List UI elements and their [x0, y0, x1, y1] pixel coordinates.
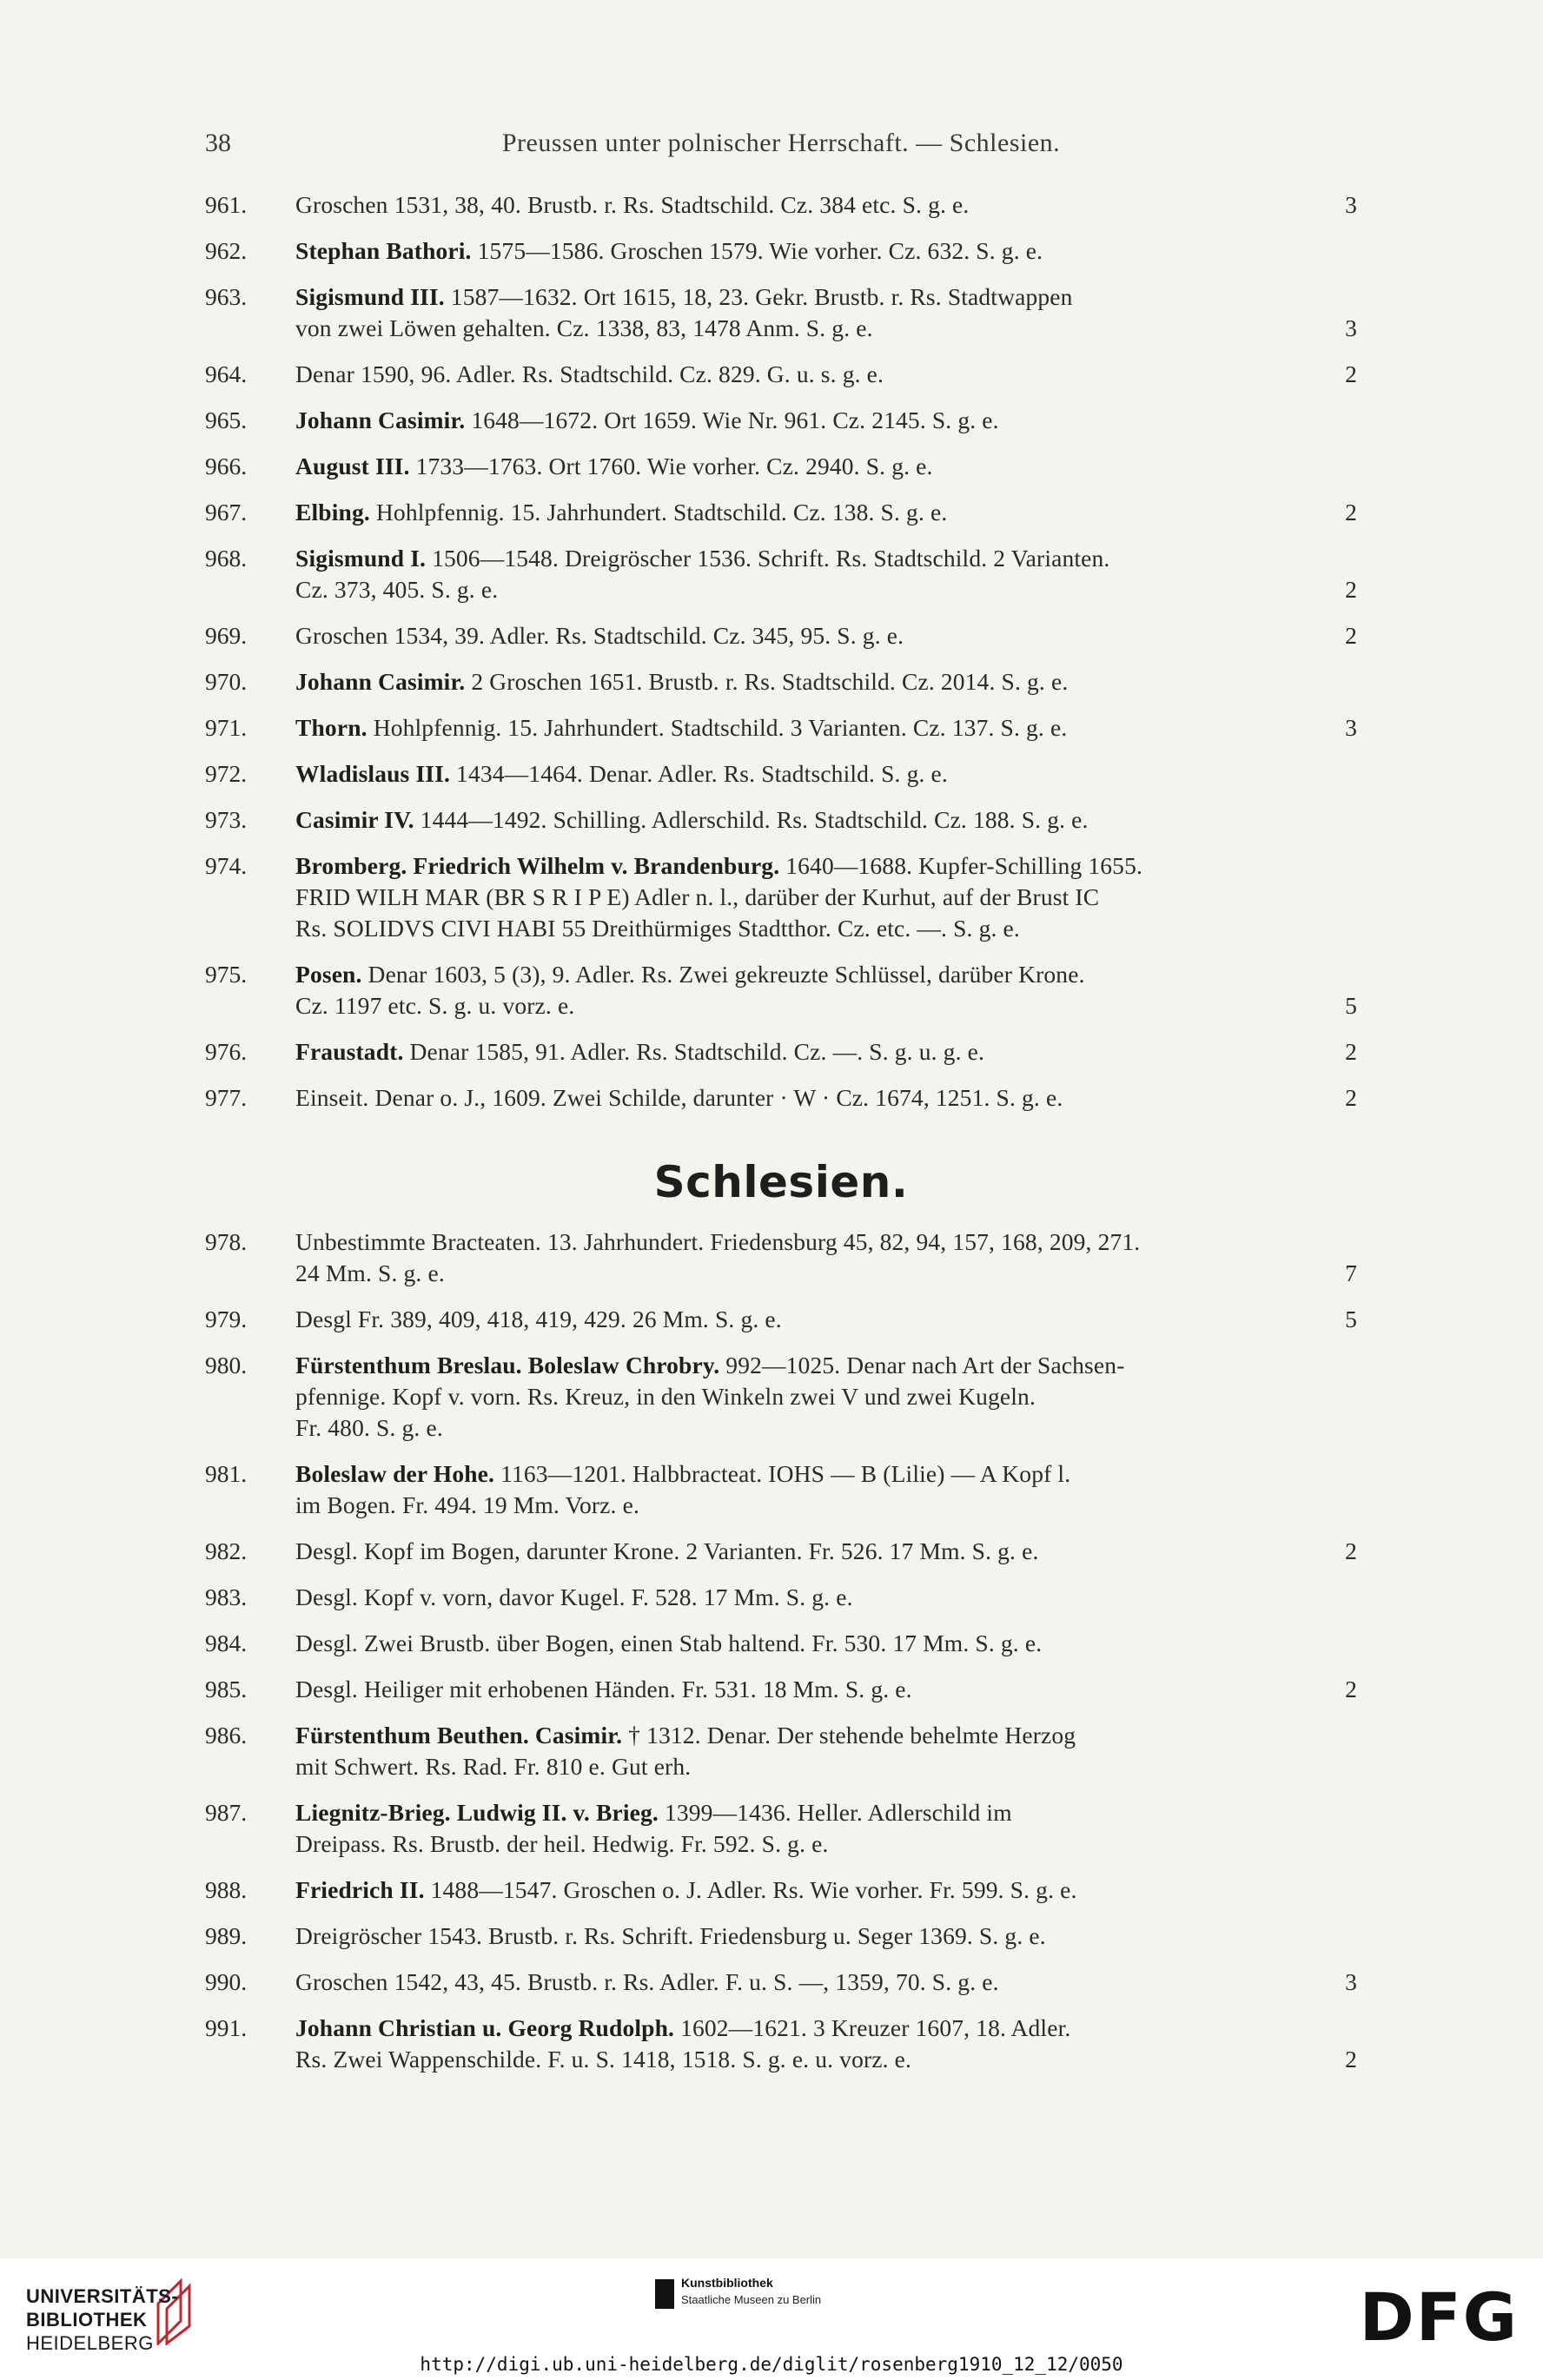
entry-line [295, 913, 1357, 944]
entry-text: Unbestimmte Bracteaten. 13. Jahrhundert. Friedensburg 45, 82, 94, 157, 168, 209, 271. [295, 1228, 1141, 1255]
library-line-1: UNIVERSITÄTS- [26, 2285, 179, 2307]
museum-logo-icon [655, 2279, 674, 2309]
university-library-name [26, 2284, 178, 2355]
entry-line [295, 1720, 1357, 1751]
catalogue-entry [205, 235, 1357, 267]
entry-heading: Johann Christian u. Georg Rudolph. [295, 2014, 675, 2041]
entry-value: 2 [1345, 1676, 1357, 1702]
entry-line [295, 1921, 1357, 1952]
entry-line [295, 1458, 1357, 1490]
catalogue-entry [205, 666, 1357, 697]
catalogue-entry [205, 1536, 1357, 1567]
entry-value: 2 [1345, 360, 1357, 387]
entry-line [295, 1226, 1357, 1258]
permalink[interactable]: http://digi.ub.uni-heidelberg.de/diglit/rosenberg1910_12_12/0050 [420, 2354, 1123, 2375]
entry-number: 976. [205, 1038, 248, 1065]
entry-text: 1506—1548. Dreigröscher 1536. Schrift. Rs. Stadtschild. 2 Varianten. [426, 545, 1110, 572]
entry-line [295, 1874, 1357, 1906]
entry-heading: Elbing. [295, 499, 370, 526]
footer-bar [0, 2258, 1543, 2380]
museum-subtitle: Staatliche Museen zu Berlin [681, 2293, 822, 2306]
entry-text: Fr. 480. S. g. e. [295, 1414, 443, 1441]
museum-title: Kunstbibliothek [681, 2276, 773, 2290]
entry-value: 2 [1345, 1038, 1357, 1065]
entry-number: 961. [205, 191, 248, 218]
entry-number: 973. [205, 806, 248, 833]
entry-text: Groschen 1531, 38, 40. Brustb. r. Rs. Stadtschild. Cz. 384 etc. S. g. e. [295, 191, 970, 218]
entry-text: 992—1025. Denar nach Art der Sachsen- [719, 1352, 1125, 1378]
catalogue-entry [205, 1082, 1357, 1114]
entry-text: 1587—1632. Ort 1615, 18, 23. Gekr. Brustb. r. Rs. Stadtwappen [444, 283, 1073, 310]
entry-heading: Fürstenthum Beuthen. Casimir. [295, 1722, 623, 1749]
entry-line [295, 1967, 1357, 1998]
entry-value: 3 [1345, 191, 1357, 218]
entry-value: 2 [1345, 1084, 1357, 1111]
entry-heading: Liegnitz-Brieg. Ludwig II. v. Brieg. [295, 1799, 659, 1826]
entry-text: Groschen 1534, 39. Adler. Rs. Stadtschild. Cz. 345, 95. S. g. e. [295, 622, 904, 649]
entry-text: 2 Groschen 1651. Brustb. r. Rs. Stadtschild. Cz. 2014. S. g. e. [465, 668, 1069, 695]
entry-number: 983. [205, 1583, 248, 1610]
entry-line [295, 281, 1357, 313]
entry-text: † 1312. Denar. Der stehende behelmte Herzog [622, 1722, 1076, 1749]
entry-line [295, 1082, 1357, 1114]
entry-line [295, 804, 1357, 836]
entry-number: 964. [205, 360, 248, 387]
entry-value: 2 [1345, 622, 1357, 649]
entry-heading: August III. [295, 453, 410, 479]
entry-number: 987. [205, 1799, 248, 1826]
catalogue-entry [205, 712, 1357, 744]
entry-line [295, 1797, 1357, 1828]
catalogue-entry [205, 1628, 1357, 1659]
library-line-3: HEIDELBERG [26, 2332, 154, 2354]
entry-line [295, 850, 1357, 882]
section-title: Schlesien. [653, 1157, 909, 1207]
entry-number: 986. [205, 1722, 248, 1749]
catalogue-entry [205, 1874, 1357, 1906]
entry-line [295, 758, 1357, 790]
entry-text: im Bogen. Fr. 494. 19 Mm. Vorz. e. [295, 1491, 639, 1518]
entry-value: 2 [1345, 576, 1357, 603]
entry-line [295, 712, 1357, 744]
entry-line [295, 1628, 1357, 1659]
catalogue-entry [205, 1797, 1357, 1860]
entry-line [295, 497, 1357, 528]
entry-line [295, 1674, 1357, 1705]
catalogue-entries [205, 189, 1357, 2090]
entry-text: Cz. 373, 405. S. g. e. [295, 576, 499, 603]
entry-text: Denar 1603, 5 (3), 9. Adler. Rs. Zwei gekreuzte Schlüssel, darüber Krone. [361, 961, 1085, 988]
entry-number: 985. [205, 1676, 248, 1702]
entry-text: pfennige. Kopf v. vorn. Rs. Kreuz, in den Winkeln zwei V und zwei Kugeln. [295, 1383, 1036, 1410]
entry-text: Denar 1590, 96. Adler. Rs. Stadtschild. Cz. 829. G. u. s. g. e. [295, 360, 884, 387]
entry-value: 3 [1345, 1968, 1357, 1995]
entry-heading: Casimir IV. [295, 806, 414, 833]
entry-text: 1163—1201. Halbbracteat. IOHS — B (Lilie) — A Kopf l. [494, 1460, 1071, 1487]
entry-value: 7 [1345, 1259, 1357, 1286]
entry-value: 5 [1345, 1306, 1357, 1332]
entries-preussen [205, 189, 1357, 1114]
entry-line [295, 1751, 1357, 1782]
catalogue-entry [205, 451, 1357, 482]
entry-heading: Wladislaus III. [295, 760, 451, 787]
catalogue-entry [205, 1036, 1357, 1068]
entry-text: Dreipass. Rs. Brustb. der heil. Hedwig. Fr. 592. S. g. e. [295, 1830, 829, 1857]
entry-number: 975. [205, 961, 248, 988]
catalogue-entry [205, 758, 1357, 790]
entry-text: Denar 1585, 91. Adler. Rs. Stadtschild. Cz. —. S. g. u. g. e. [403, 1038, 984, 1065]
dfg-logo: DFG [1359, 2278, 1519, 2356]
catalogue-entry [205, 1582, 1357, 1613]
entry-text: 1648—1672. Ort 1659. Wie Nr. 961. Cz. 2145. S. g. e. [465, 407, 999, 433]
entry-line [295, 620, 1357, 651]
entry-text: Hohlpfennig. 15. Jahrhundert. Stadtschild. Cz. 138. S. g. e. [369, 499, 948, 526]
entry-text: 1575—1586. Groschen 1579. Wie vorher. Cz. 632. S. g. e. [471, 237, 1043, 264]
entry-line [295, 451, 1357, 482]
entry-text: Desgl. Zwei Brustb. über Bogen, einen Stab haltend. Fr. 530. 17 Mm. S. g. e. [295, 1630, 1043, 1656]
catalogue-entry [205, 1304, 1357, 1335]
entry-number: 990. [205, 1968, 248, 1995]
catalogue-entry [205, 281, 1357, 344]
entry-line [295, 959, 1357, 990]
entry-number: 981. [205, 1460, 248, 1487]
catalogue-entry [205, 359, 1357, 390]
entry-heading: Bromberg. Friedrich Wilhelm v. Brandenburg. [295, 852, 780, 879]
entry-line [295, 1828, 1357, 1860]
entry-line [295, 574, 1357, 605]
entry-value: 2 [1345, 499, 1357, 526]
entry-text: 1444—1492. Schilling. Adlerschild. Rs. Stadtschild. Cz. 188. S. g. e. [414, 806, 1089, 833]
entry-number: 971. [205, 714, 248, 741]
entry-line [295, 1258, 1357, 1289]
entry-number: 963. [205, 283, 248, 310]
entry-text: 1434—1464. Denar. Adler. Rs. Stadtschild. S. g. e. [450, 760, 948, 787]
entry-text: 1640—1688. Kupfer-Schilling 1655. [779, 852, 1143, 879]
entry-line [295, 1536, 1357, 1567]
entry-text: Cz. 1197 etc. S. g. u. vorz. e. [295, 992, 575, 1019]
entry-text: Rs. Zwei Wappenschilde. F. u. S. 1418, 1518. S. g. e. u. vorz. e. [295, 2046, 912, 2073]
entry-heading: Sigismund I. [295, 545, 427, 572]
entry-line [295, 1490, 1357, 1521]
entry-number: 979. [205, 1306, 248, 1332]
entry-text: Desgl. Kopf v. vorn, davor Kugel. F. 528. 17 Mm. S. g. e. [295, 1583, 853, 1610]
entry-line [295, 359, 1357, 390]
entry-value: 2 [1345, 2046, 1357, 2073]
entry-text: Desgl Fr. 389, 409, 418, 419, 429. 26 Mm. S. g. e. [295, 1306, 782, 1332]
entry-number: 965. [205, 407, 248, 433]
entry-text: 1488—1547. Groschen o. J. Adler. Rs. Wie vorher. Fr. 599. S. g. e. [424, 1876, 1077, 1903]
catalogue-entry [205, 543, 1357, 605]
entry-heading: Fraustadt. [295, 1038, 404, 1065]
entry-number: 968. [205, 545, 248, 572]
library-line-2: BIBLIOTHEK [26, 2309, 148, 2330]
entry-line [295, 1412, 1357, 1444]
entry-heading: Stephan Bathori. [295, 237, 472, 264]
entry-number: 980. [205, 1352, 248, 1378]
entry-line [295, 1381, 1357, 1412]
entry-line [295, 405, 1357, 436]
catalogue-entry [205, 1674, 1357, 1705]
catalogue-entry [205, 959, 1357, 1021]
entry-number: 970. [205, 668, 248, 695]
entry-heading: Sigismund III. [295, 283, 445, 310]
running-title: Preussen unter polnischer Herrschaft. — Schlesien. [501, 129, 1061, 157]
catalogue-entry [205, 850, 1357, 944]
catalogue-entry [205, 1720, 1357, 1782]
entry-heading: Friedrich II. [295, 1876, 425, 1903]
catalogue-entry [205, 1967, 1357, 1998]
catalogue-entry [205, 2013, 1357, 2075]
catalogue-entry [205, 1350, 1357, 1444]
entry-heading: Posen. [295, 961, 362, 988]
entry-line [295, 313, 1357, 344]
entry-heading: Johann Casimir. [295, 668, 466, 695]
entry-value: 3 [1345, 314, 1357, 341]
entry-number: 969. [205, 622, 248, 649]
catalogue-entry [205, 405, 1357, 436]
entry-text: Groschen 1542, 43, 45. Brustb. r. Rs. Adler. F. u. S. —, 1359, 70. S. g. e. [295, 1968, 999, 1995]
entry-line [295, 1350, 1357, 1381]
entry-line [295, 1304, 1357, 1335]
catalogue-entry [205, 497, 1357, 528]
entry-number: 991. [205, 2014, 248, 2041]
entries-schlesien [205, 1226, 1357, 2075]
entry-line [295, 189, 1357, 221]
entry-heading: Boleslaw der Hohe. [295, 1460, 495, 1487]
catalogue-entry [205, 804, 1357, 836]
entry-heading: Johann Casimir. [295, 407, 466, 433]
entry-text: Desgl. Kopf im Bogen, darunter Krone. 2 Varianten. Fr. 526. 17 Mm. S. g. e. [295, 1537, 1039, 1564]
entry-text: FRID WILH MAR (BR S R I P E) Adler n. l., darüber der Kurhut, auf der Brust IC [295, 883, 1100, 910]
entry-line [295, 882, 1357, 913]
entry-text: 1733—1763. Ort 1760. Wie vorher. Cz. 2940. S. g. e. [409, 453, 933, 479]
entry-line [295, 1582, 1357, 1613]
entry-value: 3 [1345, 714, 1357, 741]
entry-text: 1399—1436. Heller. Adlerschild im [658, 1799, 1012, 1826]
entry-line [295, 1036, 1357, 1068]
entry-line [295, 2013, 1357, 2044]
entry-text: Dreigröscher 1543. Brustb. r. Rs. Schrift. Friedensburg u. Seger 1369. S. g. e. [295, 1922, 1046, 1949]
entry-text: Rs. SOLIDVS CIVI HABI 55 Dreithürmiges Stadtthor. Cz. etc. —. S. g. e. [295, 915, 1020, 942]
entry-number: 984. [205, 1630, 248, 1656]
entry-text: Hohlpfennig. 15. Jahrhundert. Stadtschild. 3 Varianten. Cz. 137. S. g. e. [367, 714, 1068, 741]
catalogue-entry [205, 189, 1357, 221]
entry-text: Desgl. Heiliger mit erhobenen Händen. Fr. 531. 18 Mm. S. g. e. [295, 1676, 912, 1702]
entry-value: 5 [1345, 992, 1357, 1019]
entry-text: 24 Mm. S. g. e. [295, 1259, 445, 1286]
catalogue-entry [205, 1458, 1357, 1521]
entry-number: 967. [205, 499, 248, 526]
entry-text: mit Schwert. Rs. Rad. Fr. 810 e. Gut erh. [295, 1753, 692, 1780]
entry-text: 1602—1621. 3 Kreuzer 1607, 18. Adler. [674, 2014, 1071, 2041]
page-number: 38 [205, 129, 231, 157]
entry-line [295, 990, 1357, 1021]
entry-number: 977. [205, 1084, 248, 1111]
entry-line [295, 235, 1357, 267]
catalogue-entry [205, 1226, 1357, 1289]
entry-heading: Fürstenthum Breslau. Boleslaw Chrobry. [295, 1352, 720, 1378]
catalogue-entry [205, 620, 1357, 651]
entry-line [295, 666, 1357, 697]
entry-number: 982. [205, 1537, 248, 1564]
entry-number: 962. [205, 237, 248, 264]
catalogue-entry [205, 1921, 1357, 1952]
entry-value: 2 [1345, 1537, 1357, 1564]
entry-text: von zwei Löwen gehalten. Cz. 1338, 83, 1478 Anm. S. g. e. [295, 314, 873, 341]
entry-line [295, 543, 1357, 574]
entry-number: 978. [205, 1228, 248, 1255]
entry-text: Einseit. Denar o. J., 1609. Zwei Schilde, darunter · W · Cz. 1674, 1251. S. g. e. [295, 1084, 1063, 1111]
entry-number: 972. [205, 760, 248, 787]
entry-number: 988. [205, 1876, 248, 1903]
entry-number: 974. [205, 852, 248, 879]
entry-number: 966. [205, 453, 248, 479]
entry-heading: Thorn. [295, 714, 368, 741]
entry-number: 989. [205, 1922, 248, 1949]
entry-line [295, 2044, 1357, 2075]
